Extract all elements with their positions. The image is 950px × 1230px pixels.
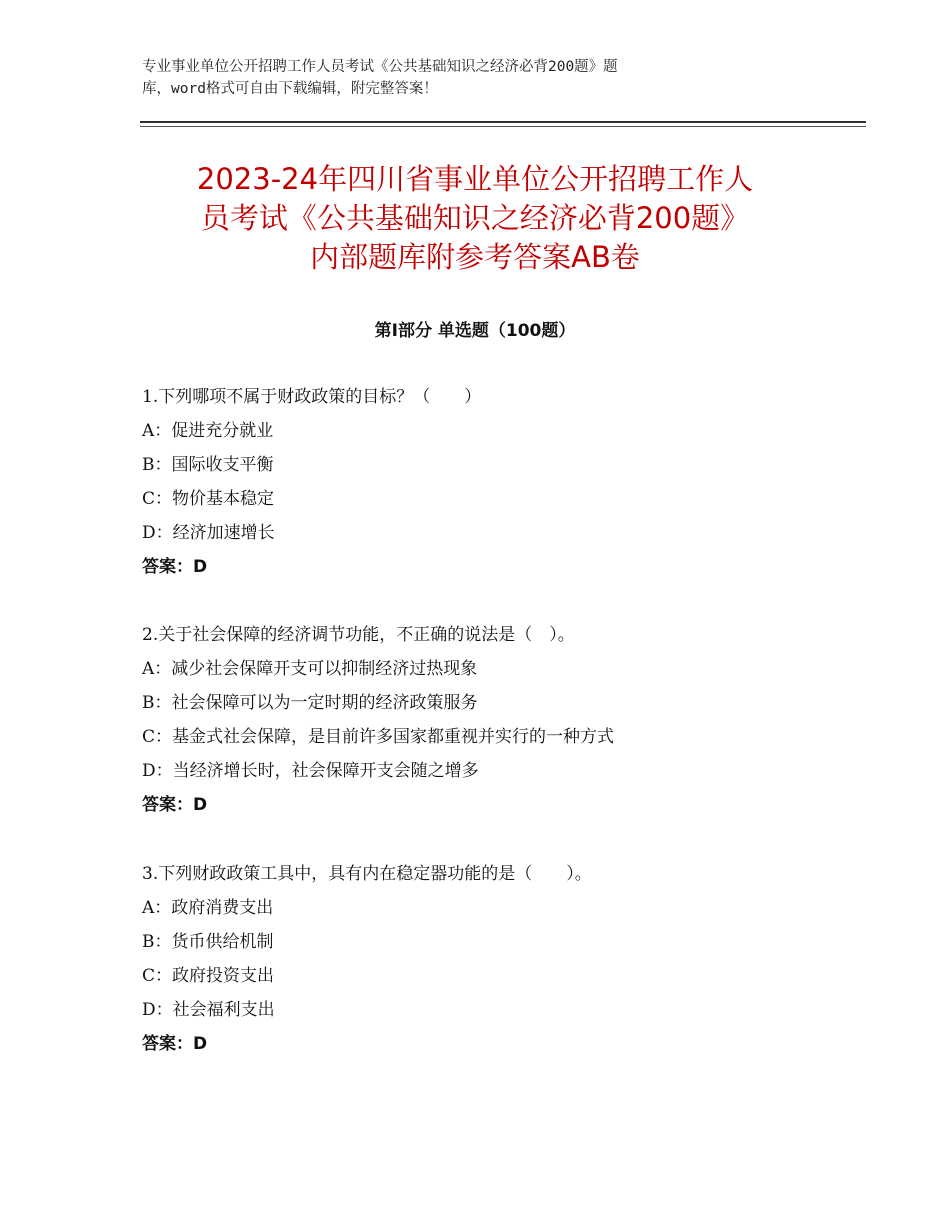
- header-divider-thin: [140, 126, 866, 127]
- question-3: [142, 857, 822, 1061]
- option-a: A：政府消费支出: [142, 898, 274, 918]
- option-b: B：社会保障可以为一定时期的经济政策服务: [142, 693, 478, 713]
- option-d: D：社会福利支出: [142, 1000, 275, 1020]
- question-1: [142, 380, 822, 584]
- answer-label: 答案：D: [142, 1034, 208, 1054]
- document-title-line-2: 员考试《公共基础知识之经济必背200题》: [200, 201, 750, 235]
- header-note-line-2: 库，word格式可自由下载编辑，附完整答案！: [142, 81, 438, 97]
- option-a: A：促进充分就业: [142, 421, 274, 441]
- header-note-line-1: 专业事业单位公开招聘工作人员考试《公共基础知识之经济必背200题》题: [142, 59, 618, 75]
- document-title: [130, 160, 820, 277]
- option-c: C：政府投资支出: [142, 966, 275, 986]
- document-title-line-1: 2023-24年四川省事业单位公开招聘工作人: [196, 162, 754, 196]
- document-title-line-3: 内部题库附参考答案AB卷: [310, 240, 640, 274]
- option-b: B：货币供给机制: [142, 932, 274, 952]
- question-2: [142, 618, 822, 822]
- option-c: C：基金式社会保障，是目前许多国家都重视并实行的一种方式: [142, 727, 615, 747]
- section-title: 第Ⅰ部分 单选题（100题）: [374, 321, 576, 341]
- question-stem: 2.关于社会保障的经济调节功能，不正确的说法是（ ）。: [142, 625, 575, 645]
- header-note: [142, 56, 782, 100]
- option-a: A：减少社会保障开支可以抑制经济过热现象: [142, 659, 478, 679]
- question-stem: 1.下列哪项不属于财政政策的目标？（ ）: [142, 387, 482, 407]
- header-divider-thick: [140, 121, 866, 123]
- answer-label: 答案：D: [142, 795, 208, 815]
- question-stem: 3.下列财政政策工具中，具有内在稳定器功能的是（ ）。: [142, 864, 592, 884]
- option-d: D：经济加速增长: [142, 523, 275, 543]
- option-d: D：当经济增长时，社会保障开支会随之增多: [142, 761, 479, 781]
- option-b: B：国际收支平衡: [142, 455, 274, 475]
- option-c: C：物价基本稳定: [142, 489, 275, 509]
- answer-label: 答案：D: [142, 557, 208, 577]
